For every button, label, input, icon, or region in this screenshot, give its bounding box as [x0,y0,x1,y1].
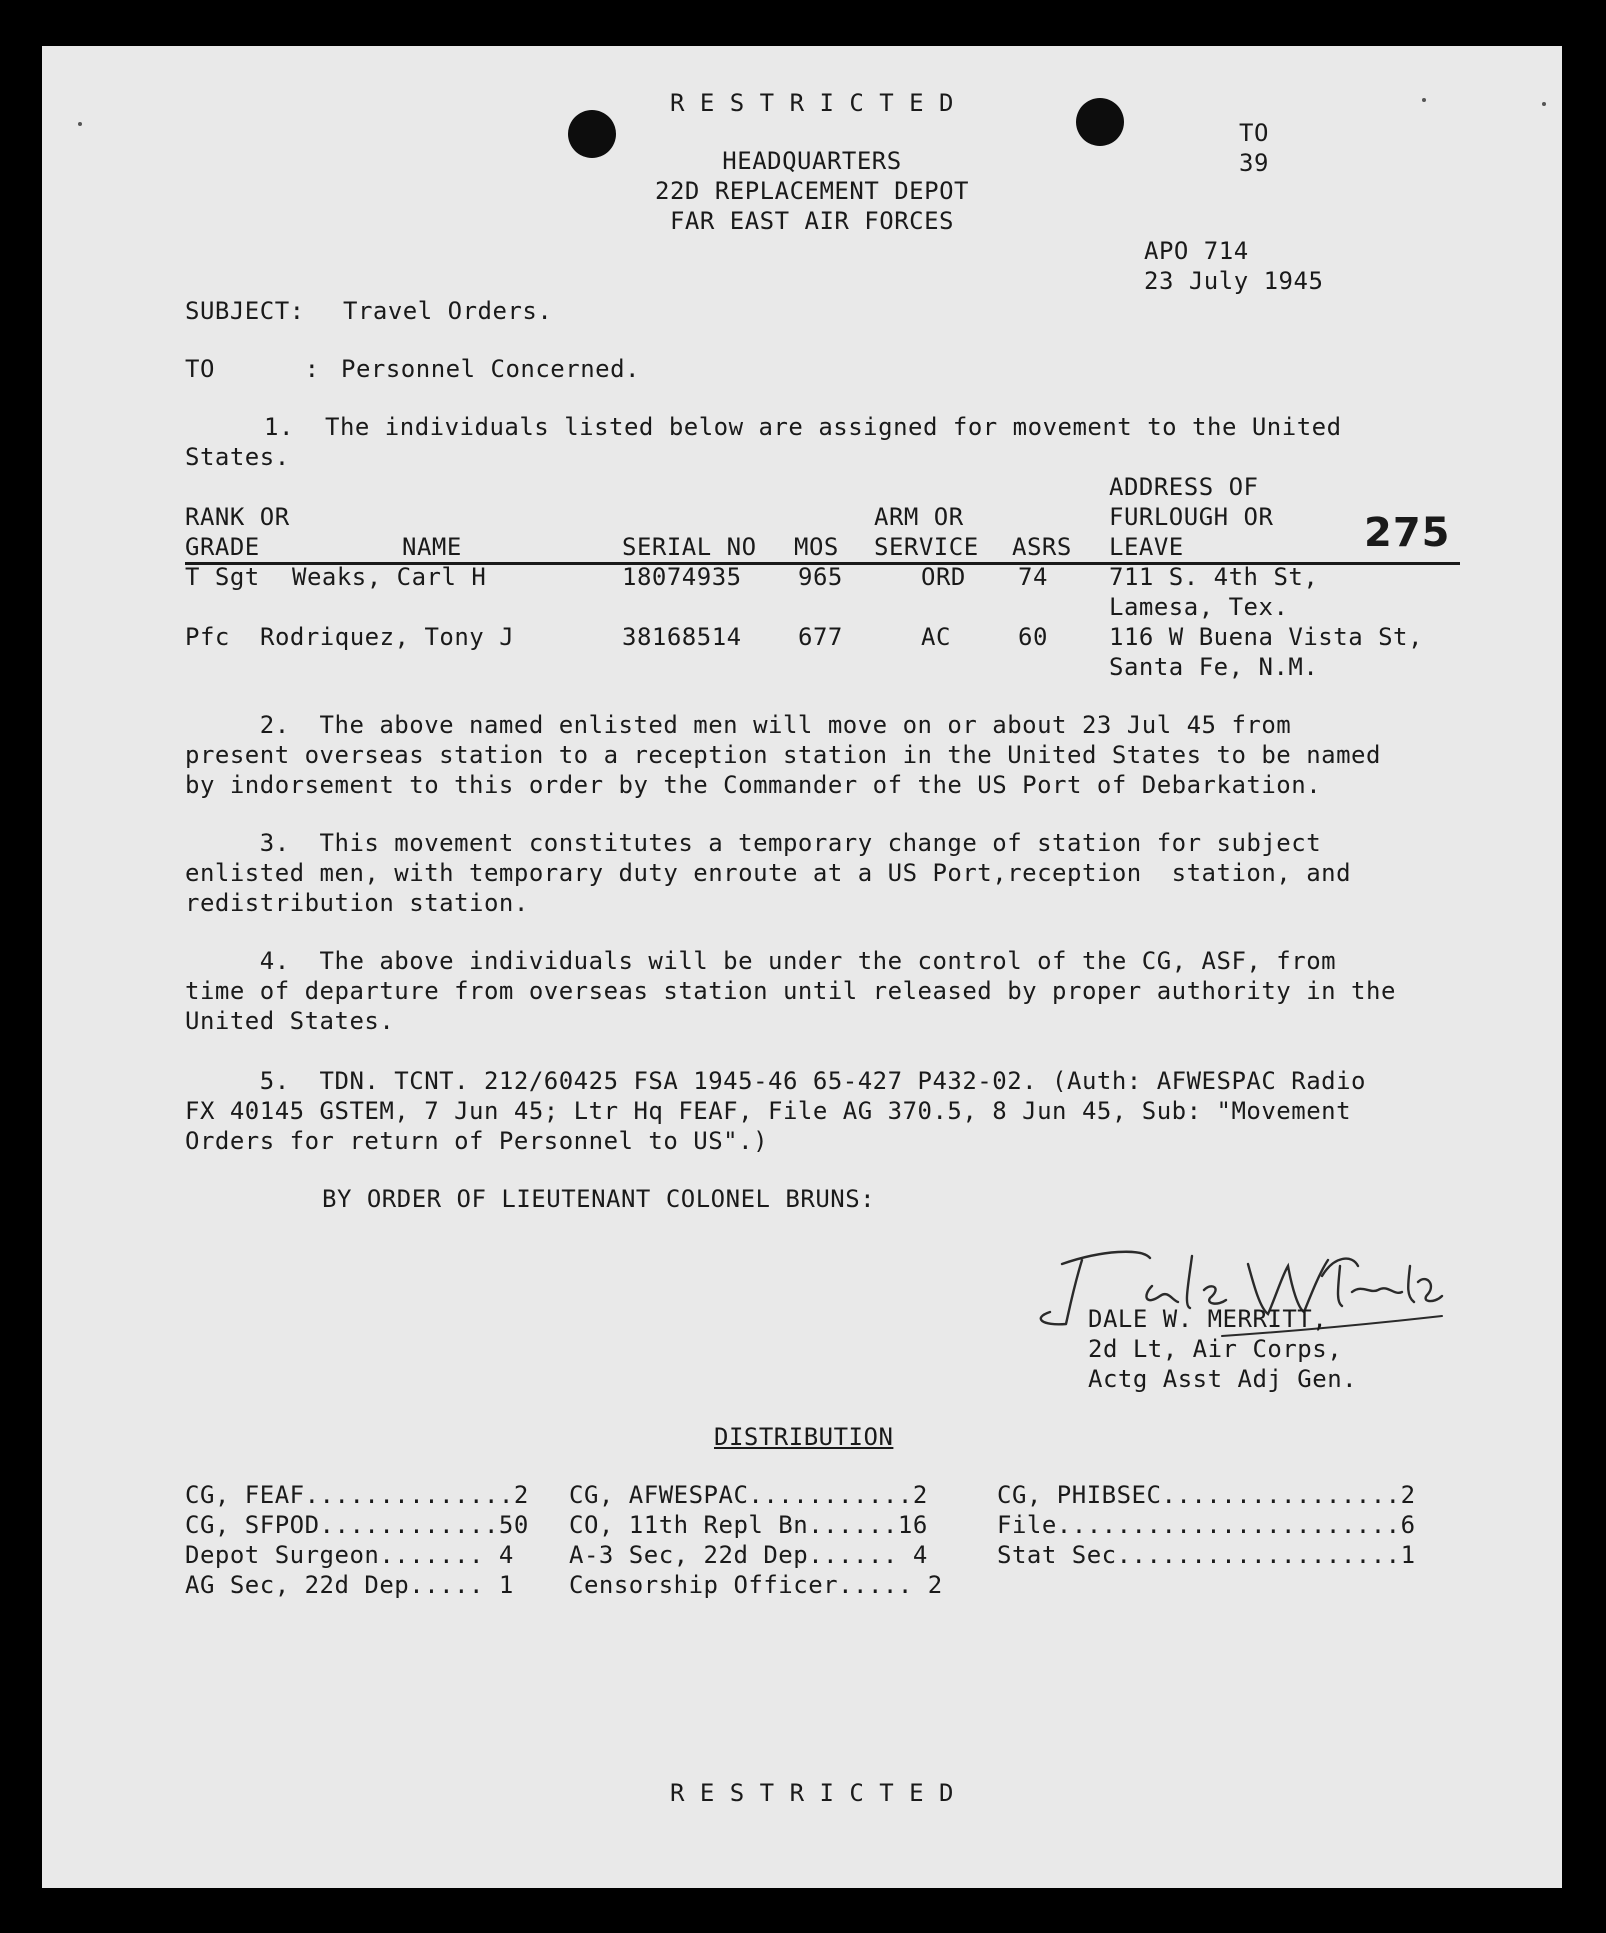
header-name: NAME [402,533,462,561]
distribution-col1-item-2: CG, SFPOD............50 [185,1511,529,1539]
to-label: TO : [185,355,320,383]
para4-line2: time of departure from overseas station until released by proper authority in the [185,977,1396,1005]
to-value: Personnel Concerned. [341,355,640,383]
org-line-2: 22D REPLACEMENT DEPOT [655,177,969,205]
para1-number: 1. [264,413,294,441]
row2-address-2: Santa Fe, N.M. [1109,653,1319,681]
document-page [42,46,1562,1888]
punch-hole-right [1076,98,1124,146]
header-serial: SERIAL NO [622,533,757,561]
para5-line3: Orders for return of Personnel to US".) [185,1127,769,1155]
subject-label: SUBJECT: [185,297,305,325]
distribution-col1-item-3: Depot Surgeon....... 4 [185,1541,514,1569]
distribution-title: DISTRIBUTION [714,1423,894,1451]
distribution-col1-item-4: AG Sec, 22d Dep..... 1 [185,1571,514,1599]
header-rank: RANK OR [185,503,290,531]
by-order-line: BY ORDER OF LIEUTENANT COLONEL BRUNS: [322,1185,876,1213]
row1-serial: 18074935 [622,563,742,591]
para5-line1: 5. TDN. TCNT. 212/60425 FSA 1945-46 65-427 P432-02. (Auth: AFWESPAC Radio [185,1067,1366,1095]
stamped-number: 275 [1364,510,1451,556]
para2-line3: by indorsement to this order by the Commander of the US Port of Debarkation. [185,771,1322,799]
para2-line2: present overseas station to a reception station in the United States to be named [185,741,1381,769]
distribution-col2-item-3: A-3 Sec, 22d Dep...... 4 [569,1541,928,1569]
org-line-1: HEADQUARTERS [722,147,902,175]
distribution-col2-item-4: Censorship Officer..... 2 [569,1571,943,1599]
distribution-col2-item-2: CO, 11th Repl Bn......16 [569,1511,928,1539]
row2-serial: 38168514 [622,623,742,651]
para4-line3: United States. [185,1007,395,1035]
speck [1542,102,1546,106]
row2-grade: Pfc [185,623,230,651]
row2-address-1: 116 W Buena Vista St, [1109,623,1423,651]
header-address-3: LEAVE [1109,533,1184,561]
para1-line2: States. [185,443,290,471]
para5-line2: FX 40145 GSTEM, 7 Jun 45; Ltr Hq FEAF, File AG 370.5, 8 Jun 45, Sub: "Movement [185,1097,1352,1125]
row1-asrs: 74 [1018,563,1048,591]
row1-name: Weaks, Carl H [292,563,487,591]
row1-address-2: Lamesa, Tex. [1109,593,1289,621]
row2-name: Rodriquez, Tony J [260,623,515,651]
row1-grade: T Sgt [185,563,260,591]
distribution-col2-item-1: CG, AFWESPAC...........2 [569,1481,928,1509]
header-address-2: FURLOUGH OR [1109,503,1274,531]
distribution-col3-item-1: CG, PHIBSEC................2 [997,1481,1416,1509]
distribution-col1-item-1: CG, FEAF..............2 [185,1481,529,1509]
row2-asrs: 60 [1018,623,1048,651]
header-service: SERVICE [874,533,979,561]
apo: APO 714 [1144,237,1249,265]
subject-value: Travel Orders. [343,297,553,325]
header-arm: ARM OR [874,503,964,531]
para3-line1: 3. This movement constitutes a temporary change of station for subject [185,829,1322,857]
distribution-col3-item-2: File.......................6 [997,1511,1416,1539]
row1-address-1: 711 S. 4th St, [1109,563,1319,591]
row2-mos: 677 [798,623,843,651]
signer-name: DALE W. MERRITT, [1088,1305,1328,1333]
header-mos: MOS [794,533,839,561]
order-date: 23 July 1945 [1144,267,1324,295]
speck [78,122,82,126]
header-grade: GRADE [185,533,260,561]
speck [1422,98,1426,102]
classification-top: R E S T R I C T E D [669,89,955,117]
org-line-3: FAR EAST AIR FORCES [669,207,955,235]
para3-line3: redistribution station. [185,889,529,917]
header-asrs: ASRS [1012,533,1072,561]
signer-rank: 2d Lt, Air Corps, [1088,1335,1343,1363]
header-address-1: ADDRESS OF [1109,473,1259,501]
to-code-1: TO [1239,119,1269,147]
signer-title: Actg Asst Adj Gen. [1088,1365,1358,1393]
row1-arm: ORD [921,563,966,591]
distribution-col3-item-3: Stat Sec...................1 [997,1541,1416,1569]
para3-line2: enlisted men, with temporary duty enroute at a US Port,reception station, and [185,859,1352,887]
to-code-2: 39 [1239,149,1269,177]
para1-line1: The individuals listed below are assigned for movement to the United [325,413,1342,441]
para4-line1: 4. The above individuals will be under the control of the CG, ASF, from [185,947,1337,975]
row1-mos: 965 [798,563,843,591]
para2-line1: 2. The above named enlisted men will move on or about 23 Jul 45 from [185,711,1292,739]
classification-bottom: R E S T R I C T E D [669,1779,955,1807]
row2-arm: AC [921,623,951,651]
